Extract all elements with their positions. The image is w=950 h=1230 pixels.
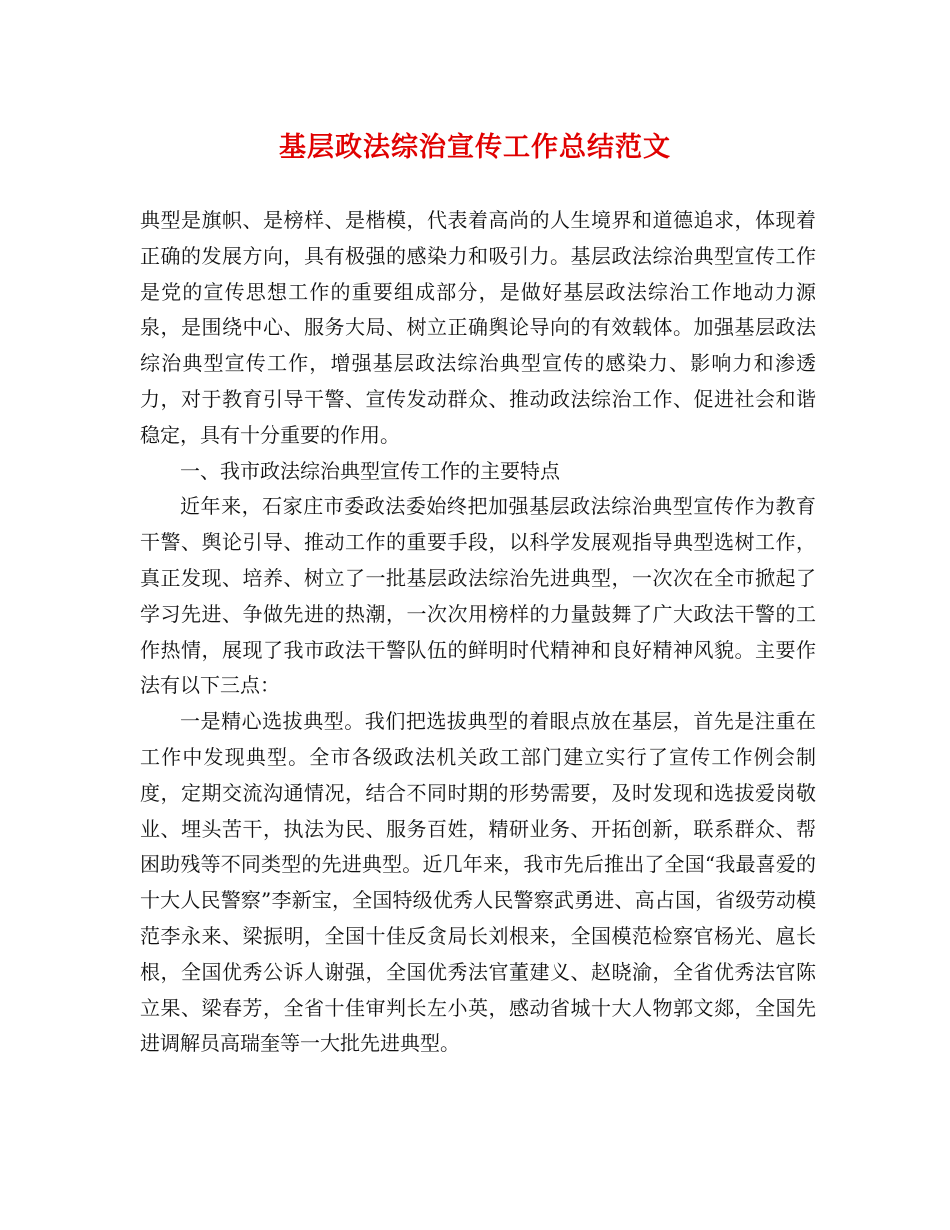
- paragraph-selection: 一是精心选拔典型。我们把选拔典型的着眼点放在基层，首先是注重在工作中发现典型。全市各级政法机关政工部门建立实行了宣传工作例会制度，定期交流沟通情况，结合不同时期的形势需要，及时发现和选拔爱岗敬业、埋头苦干，执法为民、服务百姓，精研业务、开拓创新，联系群众、帮困助残等不同类型的先进典型。近几年来，我市先后推出了全国“我最喜爱的十大人民警察”李新宝，全国特级优秀人民警察武勇进、高占国，省级劳动模范李永来、梁振明，全国十佳反贪局长刘根来，全国模范检察官杨光、扈长根，全国优秀公诉人谢强，全国优秀法官董建义、赵晓渝，全省优秀法官陈立果、梁春芳，全省十佳审判长左小英，感动省城十大人物郭文郯，全国先进调解员高瑞奎等一大批先进典型。: [140, 709, 816, 1056]
- paragraph-intro: 典型是旗帜、是榜样、是楷模，代表着高尚的人生境界和道德追求，体现着正确的发展方向，具有极强的感染力和吸引力。基层政法综治典型宣传工作是党的宣传思想工作的重要组成部分，是做好基层政法综治工作地动力源泉，是围绕中心、服务大局、树立正确舆论导向的有效载体。加强基层政法综治典型宣传工作，增强基层政法综治典型宣传的感染力、影响力和渗透力，对于教育引导干警、宣传发动群众、推动政法综治工作、促进社会和谐稳定，具有十分重要的作用。: [140, 208, 816, 447]
- paragraph-overview: 近年来，石家庄市委政法委始终把加强基层政法综治典型宣传作为教育干警、舆论引导、推动工作的重要手段，以科学发展观指导典型选树工作，真正发现、培养、树立了一批基层政法综治先进典型，一次次在全市掀起了学习先进、争做先进的热潮，一次次用榜样的力量鼓舞了广大政法干警的工作热情，展现了我市政法干警队伍的鲜明时代精神和良好精神风貌。主要作法有以下三点：: [140, 494, 816, 698]
- document-body: [140, 203, 816, 1062]
- document-title: 基层政法综治宣传工作总结范文: [279, 132, 671, 163]
- section-heading-1: 一、我市政法综治典型宣传工作的主要特点: [180, 458, 560, 483]
